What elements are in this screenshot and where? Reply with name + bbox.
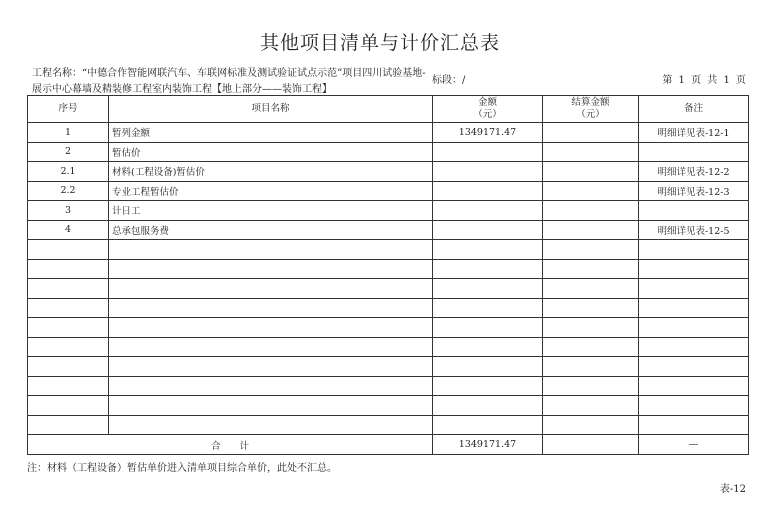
header-remark: 备注 (639, 96, 749, 123)
total-settle (543, 435, 639, 455)
cell-settle (543, 220, 639, 240)
cell-name: 材料(工程设备)暂估价 (109, 162, 433, 182)
header-settle (543, 96, 639, 123)
cell-name: 暂列金额 (109, 123, 433, 143)
cell-remark (639, 142, 749, 162)
page-info: 第 1 页 共 1 页 (662, 75, 746, 86)
header-settle-label: 结算金额 (571, 97, 610, 108)
project-name-value: “中德合作智能网联汽车、车联网标准及测试验证试点示范”项目四川试验基地-展示中心幕墙及精装修工程室内装饰工程【地上部分——装饰工程】 (32, 68, 426, 95)
cell-amount (433, 162, 543, 182)
page-title: 其他项目清单与计价汇总表 (259, 32, 500, 54)
cell-remark: 明细详见表-12-5 (639, 220, 749, 240)
table-header-row (28, 96, 749, 123)
cell-remark (639, 201, 749, 221)
table-row (28, 220, 749, 240)
cell-name: 专业工程暂估价 (109, 181, 433, 201)
total-row (28, 435, 749, 455)
empty-row (28, 415, 749, 435)
table-row (28, 142, 749, 162)
section-label: 标段：/ (432, 75, 466, 86)
header-settle-unit: （元） (576, 109, 605, 120)
header-amount-unit: （元） (473, 109, 502, 120)
cell-amount (433, 142, 543, 162)
empty-row (28, 298, 749, 318)
cell-settle (543, 201, 639, 221)
footnote: 注：材料（工程设备）暂估单价进入清单项目综合单价，此处不汇总。 (27, 463, 337, 474)
cell-seq: 2.2 (28, 181, 109, 201)
project-name (32, 66, 432, 98)
empty-row (28, 337, 749, 357)
empty-row (28, 318, 749, 338)
cell-seq: 2 (28, 142, 109, 162)
total-amount: 1349171.47 (433, 435, 543, 455)
cell-settle (543, 162, 639, 182)
cell-name: 暂估价 (109, 142, 433, 162)
cell-amount: 1349171.47 (433, 123, 543, 143)
cell-amount (433, 220, 543, 240)
cell-seq: 1 (28, 123, 109, 143)
cell-remark: 明细详见表-12-1 (639, 123, 749, 143)
header-amount (433, 96, 543, 123)
empty-row (28, 259, 749, 279)
cell-seq: 2.1 (28, 162, 109, 182)
header-seq: 序号 (28, 96, 109, 123)
cell-settle (543, 123, 639, 143)
table-row (28, 181, 749, 201)
cell-settle (543, 181, 639, 201)
empty-row (28, 357, 749, 377)
header-name: 项目名称 (109, 96, 433, 123)
cell-seq: 4 (28, 220, 109, 240)
cell-seq: 3 (28, 201, 109, 221)
cell-remark: 明细详见表-12-2 (639, 162, 749, 182)
project-name-label: 工程名称： (32, 68, 82, 79)
empty-row (28, 279, 749, 299)
form-code: 表-12 (719, 484, 746, 495)
cell-settle (543, 142, 639, 162)
empty-row (28, 376, 749, 396)
empty-row (28, 396, 749, 416)
cell-remark: 明细详见表-12-3 (639, 181, 749, 201)
table-row (28, 162, 749, 182)
cell-amount (433, 181, 543, 201)
cell-amount (433, 201, 543, 221)
cell-name: 计日工 (109, 201, 433, 221)
empty-row (28, 240, 749, 260)
total-label: 合 计 (28, 435, 433, 455)
table-row (28, 201, 749, 221)
header-amount-label: 金额 (477, 97, 497, 108)
summary-table (27, 95, 749, 455)
total-remark: — (639, 435, 749, 455)
table-row (28, 123, 749, 143)
cell-name: 总承包服务费 (109, 220, 433, 240)
